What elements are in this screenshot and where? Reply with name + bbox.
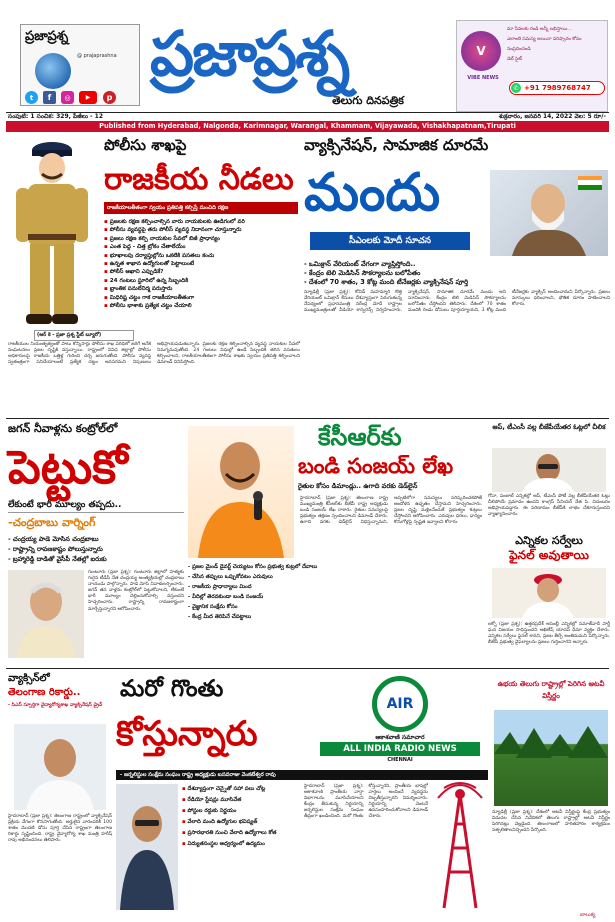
- story-vaccine: [304, 134, 610, 416]
- vaccine-bullets: [304, 260, 610, 287]
- chidambaram-photo: [492, 448, 606, 492]
- police-kicker: పోలీసు శాఖపై: [104, 136, 187, 154]
- air-strap: - జర్నలిస్టుల సంక్షేమ సంఘం రాష్ట్ర అధ్యక్షుడు బసవరాజు వెంకటేశ్వర రావు: [120, 772, 276, 778]
- cbn-headline: పెట్టుకో: [8, 440, 128, 494]
- bandi-bullet: - చేసిన తప్పులు ఒప్పుకోవటం ఎరువులు: [188, 574, 273, 580]
- footer-tag: బాలుక్య: [580, 912, 596, 918]
- air-headline: కోస్తున్నారు: [116, 714, 258, 754]
- published-line: Published from Hyderabad, Nalgonda, Karimnagar, Warangal, Khammam, Vijayawada, Vishakhapatnam,Tirupati: [99, 122, 516, 130]
- forest-body: న్యూఢిల్లీ (ప్రజా ప్రశ్న): దేశంలో అటవీ విస్తీర్ణంపై కేంద్ర ప్రభుత్వం విడుదల చేసిన నివేదికలో తెలుగు రాష్ట్రాల్లో అటవీ విస్తీర్ణం పెరిగినట్లు వెల్లడైంది. తెలంగాణలో హరితహారం కార్యక్రమం సత్ఫలితాలనిచ్చిందని పేర్కొంది.: [492, 810, 610, 834]
- air-bullet: ▪ విద్యుతసంస్థల ఆధ్వర్యంలో ఉద్యమం: [182, 839, 300, 850]
- globe-icon: [35, 53, 71, 89]
- edition-left: సంపుటి: 1 సంచిక: 329, పేజీలు - 12: [8, 113, 103, 120]
- air-bullet: ▪ పోస్టుల రద్దుకు నిర్ణయం: [182, 806, 300, 817]
- published-bar: [6, 121, 609, 132]
- vaccine-kicker: వ్యాక్సినేషన్, సామాజిక దూరమే: [304, 136, 489, 154]
- twitter-icon[interactable]: t: [25, 91, 38, 104]
- masthead-title: ప్రజాప్రశ్న: [150, 17, 349, 90]
- whatsapp-icon: ✆: [511, 83, 521, 93]
- police-strap: రాజకీయాలతీతంగా స్వయం ప్రతిపత్తి కల్పిస్తే మంచిది రక్షణ: [107, 205, 229, 211]
- youtube-icon[interactable]: ▶: [79, 91, 97, 104]
- story-tmc: [488, 422, 610, 532]
- police-headline: రాజకీయ నీడలు: [104, 162, 294, 197]
- police-bullet: ▪ భూఖాలపు దర్యాప్తుల్లోను ఒకటికి పసతలు కంచు: [104, 252, 300, 260]
- ad-line-4: వెబ్ సైట్: [507, 57, 522, 62]
- cbn-strap: లేకుంటే భారీ మూల్యం తప్పదు..: [8, 500, 184, 513]
- police-strap-bar: [104, 202, 298, 214]
- record-strap: - సిఎస్ స్పూర్తిగా వైద్యారోగ్యశాఖ వ్యాక్సినేషన్ డ్రైవ్: [8, 703, 103, 708]
- instagram-icon[interactable]: ◎: [61, 91, 74, 104]
- record-body: హైదరాబాద్ (ప్రజా ప్రశ్న): తెలంగాణ రాష్ట్రంలో వ్యాక్సినేషన్ ప్రక్రియ వేగంగా కొనసాగుతోంది. అర్హులైన వారందరికీ 100 శాతం మొదటి డోసు పూర్తి చేసిన రాష్ట్రంగా తెలంగాణ రికార్డు సృష్టించింది. రాష్ట్ర వైద్యారోగ్య శాఖ మంత్రి హరీష్ రావు అభినందనలు తెలిపారు.: [8, 814, 112, 844]
- divider-2: [6, 668, 609, 669]
- police-bullet: ▪ భ్రాంతిక పనులేనిర్మ పరుస్తారు: [104, 285, 300, 293]
- police-bullet: ▪ ఎంత పెద్ద - చిత్త బ్రోఠం చేతాలేయేం: [104, 243, 300, 251]
- police-bullet: ▪ ప్రజలకు రక్షణ కల్పించాల్సిన వారు నాయకులకు ఊడిగంలో వరి: [104, 218, 300, 226]
- police-bullet: ▪ మిధిరిష్ట చట్టం గాక రాజకీయాలతీతంగా: [104, 294, 300, 302]
- bandi-strap: రైతుల కోసం డిమాండ్లు.. ఉగాది వరకు డెడ్‌లైన్: [298, 482, 418, 490]
- story-forest: [492, 672, 610, 914]
- cbn-bullet: - చంద్రయ్య పాడె మోసిన చంద్రబాబు: [8, 535, 99, 543]
- air-strap-bar: [116, 770, 488, 780]
- pinterest-icon[interactable]: p: [103, 91, 116, 104]
- story-chandrababu: [8, 422, 184, 666]
- cbn-bullet: - రాష్ట్రాన్ని రావణకాష్టం పోలుస్తున్నారు: [8, 545, 103, 553]
- bandi-bullet: - కేంద్ర మీద తెరిపినే చేపట్టాలు: [188, 614, 252, 620]
- air-bullet: ▪ వేలాది మంది ఉద్యోగుల భవిష్యత్: [182, 817, 300, 828]
- vibe-label: VIBE NEWS: [467, 75, 499, 81]
- air-logo-caption-te: ఆకాశవాణి సమాచార: [375, 734, 425, 741]
- bandi-bullet: - వైజ్ఞానిక సంక్షేమ కోసం: [188, 604, 238, 610]
- air-logo-city: CHENNAI: [387, 757, 413, 763]
- bandi-sanjay-photo: [188, 426, 294, 558]
- bandi-bullets: [188, 562, 318, 622]
- tmc-body: గోవా, పంజాబ్ ఎన్నికల్లో ఆప్, టీఎంసీ పోటీ వల్ల బీజేపీయేతర ఓట్లు చీలిపోయే ప్రమాదం ఉందని కాంగ్రెస్ సీనియర్ నేత పి. చిదంబరం అభిప్రాయపడ్డారు. ఈ పరిణామం బీజేపీకి లాభం చేకూరుస్తుందని వ్యాఖ్యానించారు.: [488, 494, 610, 518]
- air-bullet: ▪ రేడియో స్టేషన్లు మూసివేత: [182, 795, 300, 806]
- vaccine-bullet: - దేశంలో 70 శాతం, 3 కోట్ల మంది టీనేజర్లకు వ్యాక్సినేషన్ పూర్తి: [304, 278, 469, 286]
- record-headline-top: వ్యాక్సిన్‌లో: [8, 673, 50, 684]
- survey-headline-top: ఎన్నికల సర్వేలు: [515, 534, 583, 547]
- bandi-bullet: - రాజకీయ ప్రాధాన్యాలు మింద: [188, 584, 252, 590]
- masthead: [0, 0, 615, 132]
- story-bandi: [188, 422, 482, 666]
- vaccine-strap-bar: [310, 232, 470, 250]
- ad-phone: +91 7989768747: [524, 84, 591, 92]
- vaccine-strap: సీఎంలకు మోదీ సూచన: [349, 236, 431, 246]
- logo-text: ప్రజాప్రశ్న: [25, 29, 69, 44]
- air-bullet: ▪ దేశవ్యాప్తంగా చెన్నైతో సహా పలు చోట్ల: [182, 784, 300, 795]
- facebook-icon[interactable]: f: [43, 91, 56, 104]
- journalist-photo: [116, 784, 178, 910]
- tmc-headline: ఆప్, టీఎంసీ వల్ల బీజేపీయేతర ఓట్లలో చీలిక: [492, 423, 606, 431]
- cbn-byline: -చంద్రబాబు వార్నింగ్: [8, 516, 96, 529]
- ad-phone-pill: [509, 81, 605, 95]
- story-record: [8, 672, 112, 914]
- masthead-subtitle: తెలుగు దినపత్రిక: [332, 94, 404, 107]
- record-headline: తెలంగాణ రికార్డు..: [8, 687, 81, 698]
- logo-box: [20, 24, 140, 106]
- ad-line-3: సంప్రదించండి: [507, 47, 531, 52]
- bandi-bullet: - వీదిల్లో తెరవకుండా బండి సంజయ్: [188, 594, 264, 600]
- forest-headline: ఉభయ తెలుగు రాష్ట్రాల్లో పెరిగిన అటవీ విస్తీర్ణం: [497, 680, 605, 700]
- vaccine-body: న్యూఢిల్లీ (ప్రజా ప్రశ్న): కోవిడ్ మహమ్మారి కొత్త వేరియంట్ ఒమిక్రాన్ కేసులు దేశవ్యాప్తంగా పెరుగుతున్న నేపథ్యంలో ప్రధానమంత్రి నరేంద్ర మోదీ రాష్ట్రాల ముఖ్యమంత్రులతో వీడియో కాన్ఫరెన్స్ నిర్వహించారు. వ్యాక్సినేషన్, సామాజిక దూరమే మందు అని సూచించారు. కేంద్రం టెలి మెడిసిన్ సౌకర్యాలను బలోపేతం చేస్తోందని తెలిపారు. దేశంలో 70 శాతం మందికి రెండు డోసులు పూర్తయ్యాయని, 3 కోట్ల మంది టీనేజర్లకు వ్యాక్సిన్ అందించామని పేర్కొన్నారు. ప్రజలు మాస్కులు ధరించాలని, భౌతిక దూరం పాటించాలని కోరారు.: [304, 290, 610, 314]
- ad-line-2: ఎలాంటి సమస్య అయినా పరిష్కారం కోసం: [507, 37, 582, 42]
- vaccine-headline: మందు: [304, 163, 441, 223]
- air-logo-text: AIR: [386, 696, 414, 712]
- police-caption: (ఆర్ కె - ప్రజా ప్రశ్న స్టేట్ బ్యూరో): [34, 330, 134, 341]
- air-headline-top: మరో గొంతు: [120, 676, 224, 702]
- cbn-body: గుంటూరు (ప్రజా ప్రశ్న): గుంటూరు జిల్లాలో హత్యకు గురైన టీడీపీ నేత చంద్రయ్య అంత్యక్రియల్లో చంద్రబాబు నాయుడు పాల్గొన్నారు. పాడె మోసి నివాళులర్పించారు. జగన్ తన వాళ్లను కంట్రోల్‌లో పెట్టుకోవాలని, లేకుంటే భారీ మూల్యం చెల్లించుకోవాల్సి వస్తుందని హెచ్చరించారు. రాష్ట్రాన్ని రావణకాష్టంగా మార్చేస్తున్నారని ఆరోపించారు.: [88, 570, 184, 612]
- police-body: రాజకీయుల నియంతృత్వంతో పాటు కొన్నిసార్లు పోలీసు శాఖ పరిధిలో జరిగే అనేక సంఘటనలు ప్రజల దృష్టికి వస్తున్నాయి. రాష్ట్రంలో వివిధ జిల్లాల్లో పోలీసు అధికారులపై రాజకీయ ఒత్తిళ్ల గురించి చర్చ జరుగుతోంది. పోలీసు వ్యవస్థ స్వతంత్రంగా పనిచేయాలంటే ప్రత్యేక చట్టం అవసరమని నిపుణులు అభిప్రాయపడుతున్నారు. ప్రజలకు రక్షణ కల్పించాల్సిన వ్యవస్థ నాయకుల సేవలో నిమగ్నమవుతోంది. 24 గంటలు విధుల్లో ఉండే సిబ్బందికి తగిన వసతులు కల్పించాలని, రాజకీయాలతీతంగా పోలీసు శాఖకు స్వయం ప్రతిపత్తి కల్పించాలని డిమాండ్ వినిపిస్తోంది.: [8, 342, 300, 366]
- police-bullet: ▪ ప్రజలు రక్షణ కల్పి నాయకుల సేవలో బిజీ ప్రాధాన్యం: [104, 235, 300, 243]
- air-logo-icon: [372, 676, 428, 732]
- cbn-kicker: జగన్ నీవాళ్లను కంట్రోల్‌లో: [8, 422, 118, 435]
- vaccine-bullet: - కేంద్రం టెలి మెడిసిన్ సౌకర్యాలను బలోపేతం: [304, 269, 421, 277]
- air-body: హైదరాబాద్ (ప్రజా ప్రశ్న): ఆకాశవాణి ప్రాంతీయ వార్తా విభాగాలను మూసివేయాలని కేంద్రం తీసుకున్న నిర్ణయాన్ని జర్నలిస్టుల సంక్షేమ సంఘం తీవ్రంగా ఖండించింది. మరో గొంతు కోస్తున్నారని, ప్రాంతీయ భాషల్లో వార్తలు అందించే వ్యవస్థను దెబ్బతీస్తున్నారని విమర్శించారు. నిర్ణయాన్ని వెంటనే ఉపసంహరించుకోవాలని డిమాండ్ చేశారు.: [304, 784, 428, 820]
- policeman-illustration: [8, 138, 94, 334]
- bandi-bullet: - ప్రజల మైండ్ డైవర్ట్ చెయ్యటం కోసం ప్రభుత్వ కుట్రలో దేవాలు: [188, 564, 318, 570]
- story-air: [116, 672, 488, 914]
- social-handle: @ prajaprashna: [77, 53, 117, 59]
- harish-rao-photo: [14, 724, 106, 810]
- chandrababu-photo: [8, 570, 84, 658]
- story-police: [8, 134, 300, 416]
- police-bullets: [104, 218, 300, 310]
- police-bullet: ▪ 24 గంటలు స్టూరిలో ఉన్న సిబ్బందికి: [104, 277, 300, 285]
- ad-box: [456, 20, 608, 112]
- police-bullet: ▪ పోలీస్ ఆఖాని ఎప్పుడికే?: [104, 268, 300, 276]
- survey-headline: ఫైనల్ అవుతాయి: [509, 548, 589, 562]
- modi-photo: [490, 170, 608, 256]
- police-bullet: ▪ పోలీసు వ్యవస్థపై తరు పోలీస్ వ్యవస్థ నిదానంగా చూస్తున్నారు: [104, 226, 300, 234]
- air-logo: [312, 676, 488, 768]
- forest-photo: [494, 710, 608, 806]
- bandi-body: హైదరాబాద్ (ప్రజా ప్రశ్న): తెలంగాణ రాష్ట్ర ముఖ్యమంత్రి కేసీఆర్‌కు బీజేపీ రాష్ట్ర అధ్యక్షుడు బండి సంజయ్ లేఖ రాశారు. రైతుల సమస్యలపై ప్రభుత్వం తక్షణం స్పందించాలని డిమాండ్ చేశారు. ఉగాది వరకు డెడ్‌లైన్ విధిస్తున్నామని, అప్పటిలోగా సమస్యలు పరిష్కరించకపోతే ఆందోళన ఉధృతం చేస్తామని హెచ్చరించారు. ప్రజల దృష్టి మళ్లించేందుకే ప్రభుత్వం కుట్రలు చేస్తోందని ఆరోపించారు. ఎరువుల ధరలు, ధాన్యం కొనుగోళ్లపై స్పష్టత ఇవ్వాలని కోరారు.: [300, 496, 482, 526]
- edition-right: శుక్రవారం, జనవరి 14, 2022 వెల: 5 రూ/-: [498, 113, 606, 120]
- vibe-news-logo-icon: V: [461, 31, 501, 71]
- bandi-headline-top: కేసీఆర్‌కు: [318, 423, 402, 451]
- ad-line-1: మా సేవలకు రండి అన్నీ లభిస్తాయి...: [507, 27, 572, 32]
- bandi-headline: బండి సంజయ్ లేఖ: [298, 454, 454, 478]
- story-survey: [488, 534, 610, 666]
- air-bullet: ▪ ప్రసారభారతి నుంచి వేలాది ఉద్యోగాలు కోత: [182, 828, 300, 839]
- divider-1: [6, 418, 609, 419]
- akhilesh-photo: [492, 568, 606, 618]
- police-bullet: ▪ పోలీసు భాశాకు ప్రత్యేక చట్టం చేయాలి: [104, 302, 300, 310]
- radio-tower-icon: [432, 784, 488, 910]
- air-bullets: [182, 784, 300, 850]
- cbn-bullets: [8, 534, 184, 564]
- cbn-bullet: - బ్రహ్మారెడ్డి దాడితో వైసీపీ నేతల్లో ఐరుకు: [8, 555, 107, 563]
- vaccine-bullet: - ఒమిక్రాన్ వేరియంట్ వేగంగా వ్యాప్తిస్తోంది..: [304, 260, 416, 268]
- air-logo-caption-en: ALL INDIA RADIO NEWS: [343, 744, 457, 754]
- police-bullet: ▪ ఉన్నత శాఖాన ఉద్యోగులతో పెట్టాలుంటే: [104, 260, 300, 268]
- air-logo-banner: [320, 742, 480, 756]
- survey-body: లక్నో (ప్రజా ప్రశ్న): ఉత్తరప్రదేశ్ అసెంబ్లీ ఎన్నికల్లో సమాజ్‌వాదీ పార్టీ ఘన విజయం సాధిస్తుందని అఖిలేష్ యాదవ్ ధీమా వ్యక్తం చేశారు. ఎన్నికల సర్వేలు ఫైనల్ కావని, ప్రజల తీర్పే అంతిమమని పేర్కొన్నారు. బీజేపీ ప్రభుత్వ వైఫల్యాలను ప్రజలు గుర్తించారని అన్నారు.: [488, 622, 610, 646]
